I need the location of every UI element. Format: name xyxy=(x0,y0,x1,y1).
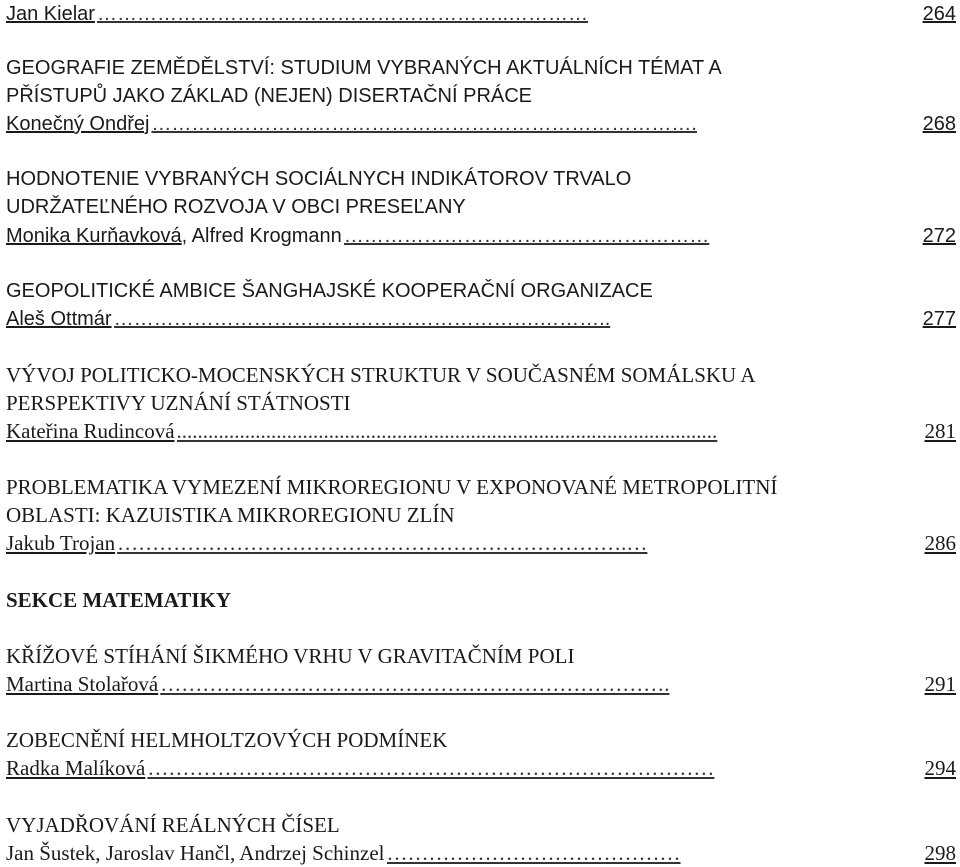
toc-author-line[interactable] xyxy=(6,839,956,867)
toc-leader-dots: ....................................................................................................... xyxy=(176,419,718,443)
toc-title: PŘÍSTUPŮ JAKO ZÁKLAD (NEJEN) DISERTAČNÍ PRÁCE xyxy=(6,85,533,107)
toc-author-line[interactable] xyxy=(6,222,956,250)
toc-title: GEOPOLITICKÉ AMBICE ŠANGHAJSKÉ KOOPERAČNÍ ORGANIZACE xyxy=(6,280,653,302)
toc-author[interactable]: Monika Kurňavková xyxy=(6,225,182,247)
toc-leader-dots: ……………………………………….……… xyxy=(343,225,710,247)
toc-author-line[interactable] xyxy=(6,670,956,698)
toc-author-line[interactable] xyxy=(6,417,956,445)
toc-title: PROBLEMATIKA VYMEZENÍ MIKROREGIONU V EXPONOVANÉ METROPOLITNÍ xyxy=(6,475,778,499)
toc-page-number[interactable]: 272 xyxy=(922,225,956,247)
toc-page-number[interactable]: 291 xyxy=(924,672,956,696)
toc-page-number[interactable]: 264 xyxy=(922,3,956,25)
toc-author: Jan Šustek, Jaroslav Hančl, Andrzej Schinzel xyxy=(6,841,385,865)
toc-author[interactable]: Martina Stolařová xyxy=(6,672,159,696)
toc-author-line[interactable] xyxy=(6,529,956,557)
toc-leader-dots: ………………………………………………………………. xyxy=(160,672,670,696)
toc-leader-dots: ……………………………………………………..………… xyxy=(96,3,589,25)
toc-page-number[interactable]: 298 xyxy=(924,841,956,865)
toc-leader-dots: ………………………………………………………………………. xyxy=(151,113,697,135)
toc-author-line[interactable] xyxy=(6,0,956,28)
toc-author-line[interactable] xyxy=(6,110,956,138)
toc-author[interactable]: Radka Malíková xyxy=(6,756,146,780)
toc-title: OBLASTI: KAZUISTIKA MIKROREGIONU ZLÍN xyxy=(6,503,455,527)
toc-coauthor: , Alfred Krogmann xyxy=(181,225,342,247)
toc-author-line[interactable] xyxy=(6,754,956,782)
toc-page-number[interactable]: 268 xyxy=(922,113,956,135)
toc-author[interactable]: Jakub Trojan xyxy=(6,531,116,555)
toc-title: KŘÍŽOVÉ STÍHÁNÍ ŠIKMÉHO VRHU V GRAVITAČNÍM POLI xyxy=(6,644,575,668)
toc-title: GEOGRAFIE ZEMĚDĚLSTVÍ: STUDIUM VYBRANÝCH AKTUÁLNÍCH TÉMAT A xyxy=(6,57,722,79)
toc-title: VÝVOJ POLITICKO-MOCENSKÝCH STRUKTUR V SOUČASNÉM SOMÁLSKU A xyxy=(6,363,756,387)
toc-title: UDRŽATEĽNÉHO ROZVOJA V OBCI PRESEĽANY xyxy=(6,196,466,218)
toc-author[interactable]: Kateřina Rudincová xyxy=(6,419,175,443)
toc-leader-dots: ……………………………………………………………………… xyxy=(147,756,715,780)
toc-leader-dots: ……………………………………………………………….… xyxy=(117,531,648,555)
toc-author[interactable]: Jan Kielar xyxy=(6,3,95,25)
toc-title: HODNOTENIE VYBRANÝCH SOCIÁLNYCH INDIKÁTOROV TRVALO xyxy=(6,168,632,190)
toc-page-number[interactable]: 277 xyxy=(922,308,956,330)
section-heading: SEKCE MATEMATIKY xyxy=(6,588,231,612)
toc-author[interactable]: Aleš Ottmár xyxy=(6,308,112,330)
toc-leader-dots: ……………………………………………………….……….. xyxy=(113,308,611,330)
toc-author-line[interactable] xyxy=(6,305,956,333)
toc-page-number[interactable]: 281 xyxy=(924,419,956,443)
toc-page-number[interactable]: 294 xyxy=(924,756,956,780)
toc-page-number[interactable]: 286 xyxy=(924,531,956,555)
toc-title: PERSPEKTIVY UZNÁNÍ STÁTNOSTI xyxy=(6,391,351,415)
toc-title: VYJADŘOVÁNÍ REÁLNÝCH ČÍSEL xyxy=(6,813,340,837)
toc-title: ZOBECNĚNÍ HELMHOLTZOVÝCH PODMÍNEK xyxy=(6,728,448,752)
toc-leader-dots: …………………………………… xyxy=(386,841,681,865)
toc-author[interactable]: Konečný Ondřej xyxy=(6,113,150,135)
